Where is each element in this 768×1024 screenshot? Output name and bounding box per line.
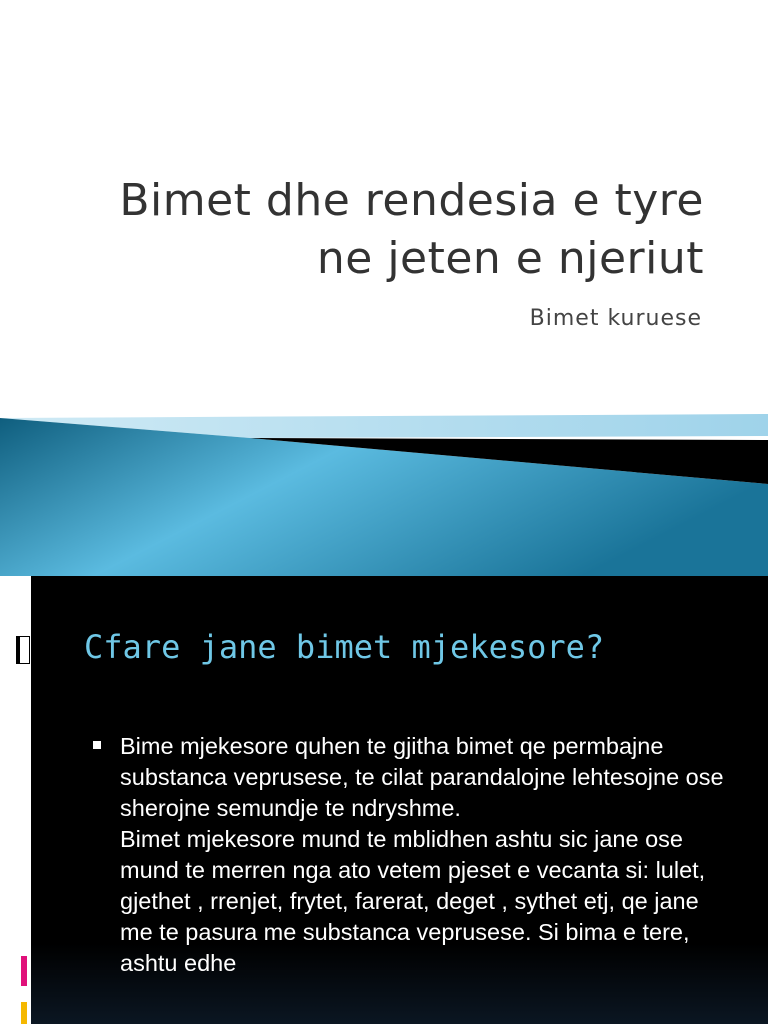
decorative-wave-band bbox=[0, 400, 768, 576]
accent-strip bbox=[21, 956, 27, 1024]
slide-title-line-1: Bimet dhe rendesia e tyre bbox=[119, 175, 704, 226]
bullet-paragraph-2: Bimet mjekesore mund te mblidhen ashtu sic jane ose mund te merren nga ato vetem pjeset e vecanta si: lulet, gjethet , rrenjet, frytet, farerat, deget , sythet etj, qe jane me te pasura me substanca veprusese. Si bima e tere, ashtu edhe bbox=[120, 826, 706, 976]
slide-title-line-2: ne jeten e njeriut bbox=[316, 233, 704, 284]
slide-subtitle: Bimet kuruese bbox=[529, 306, 702, 331]
bullet-text bbox=[120, 731, 725, 979]
title-marker-icon bbox=[16, 636, 30, 664]
square-bullet-icon bbox=[93, 741, 101, 749]
content-title: Cfare jane bimet mjekesore? bbox=[84, 628, 605, 666]
content-slide bbox=[0, 576, 768, 1024]
slide-title bbox=[24, 172, 704, 288]
bullet-paragraph-1: Bime mjekesore quhen te gjitha bimet qe permbajne substanca veprusese, te cilat parandalojne lehtesojne ose sherojne semundje te ndryshme. bbox=[120, 733, 724, 821]
